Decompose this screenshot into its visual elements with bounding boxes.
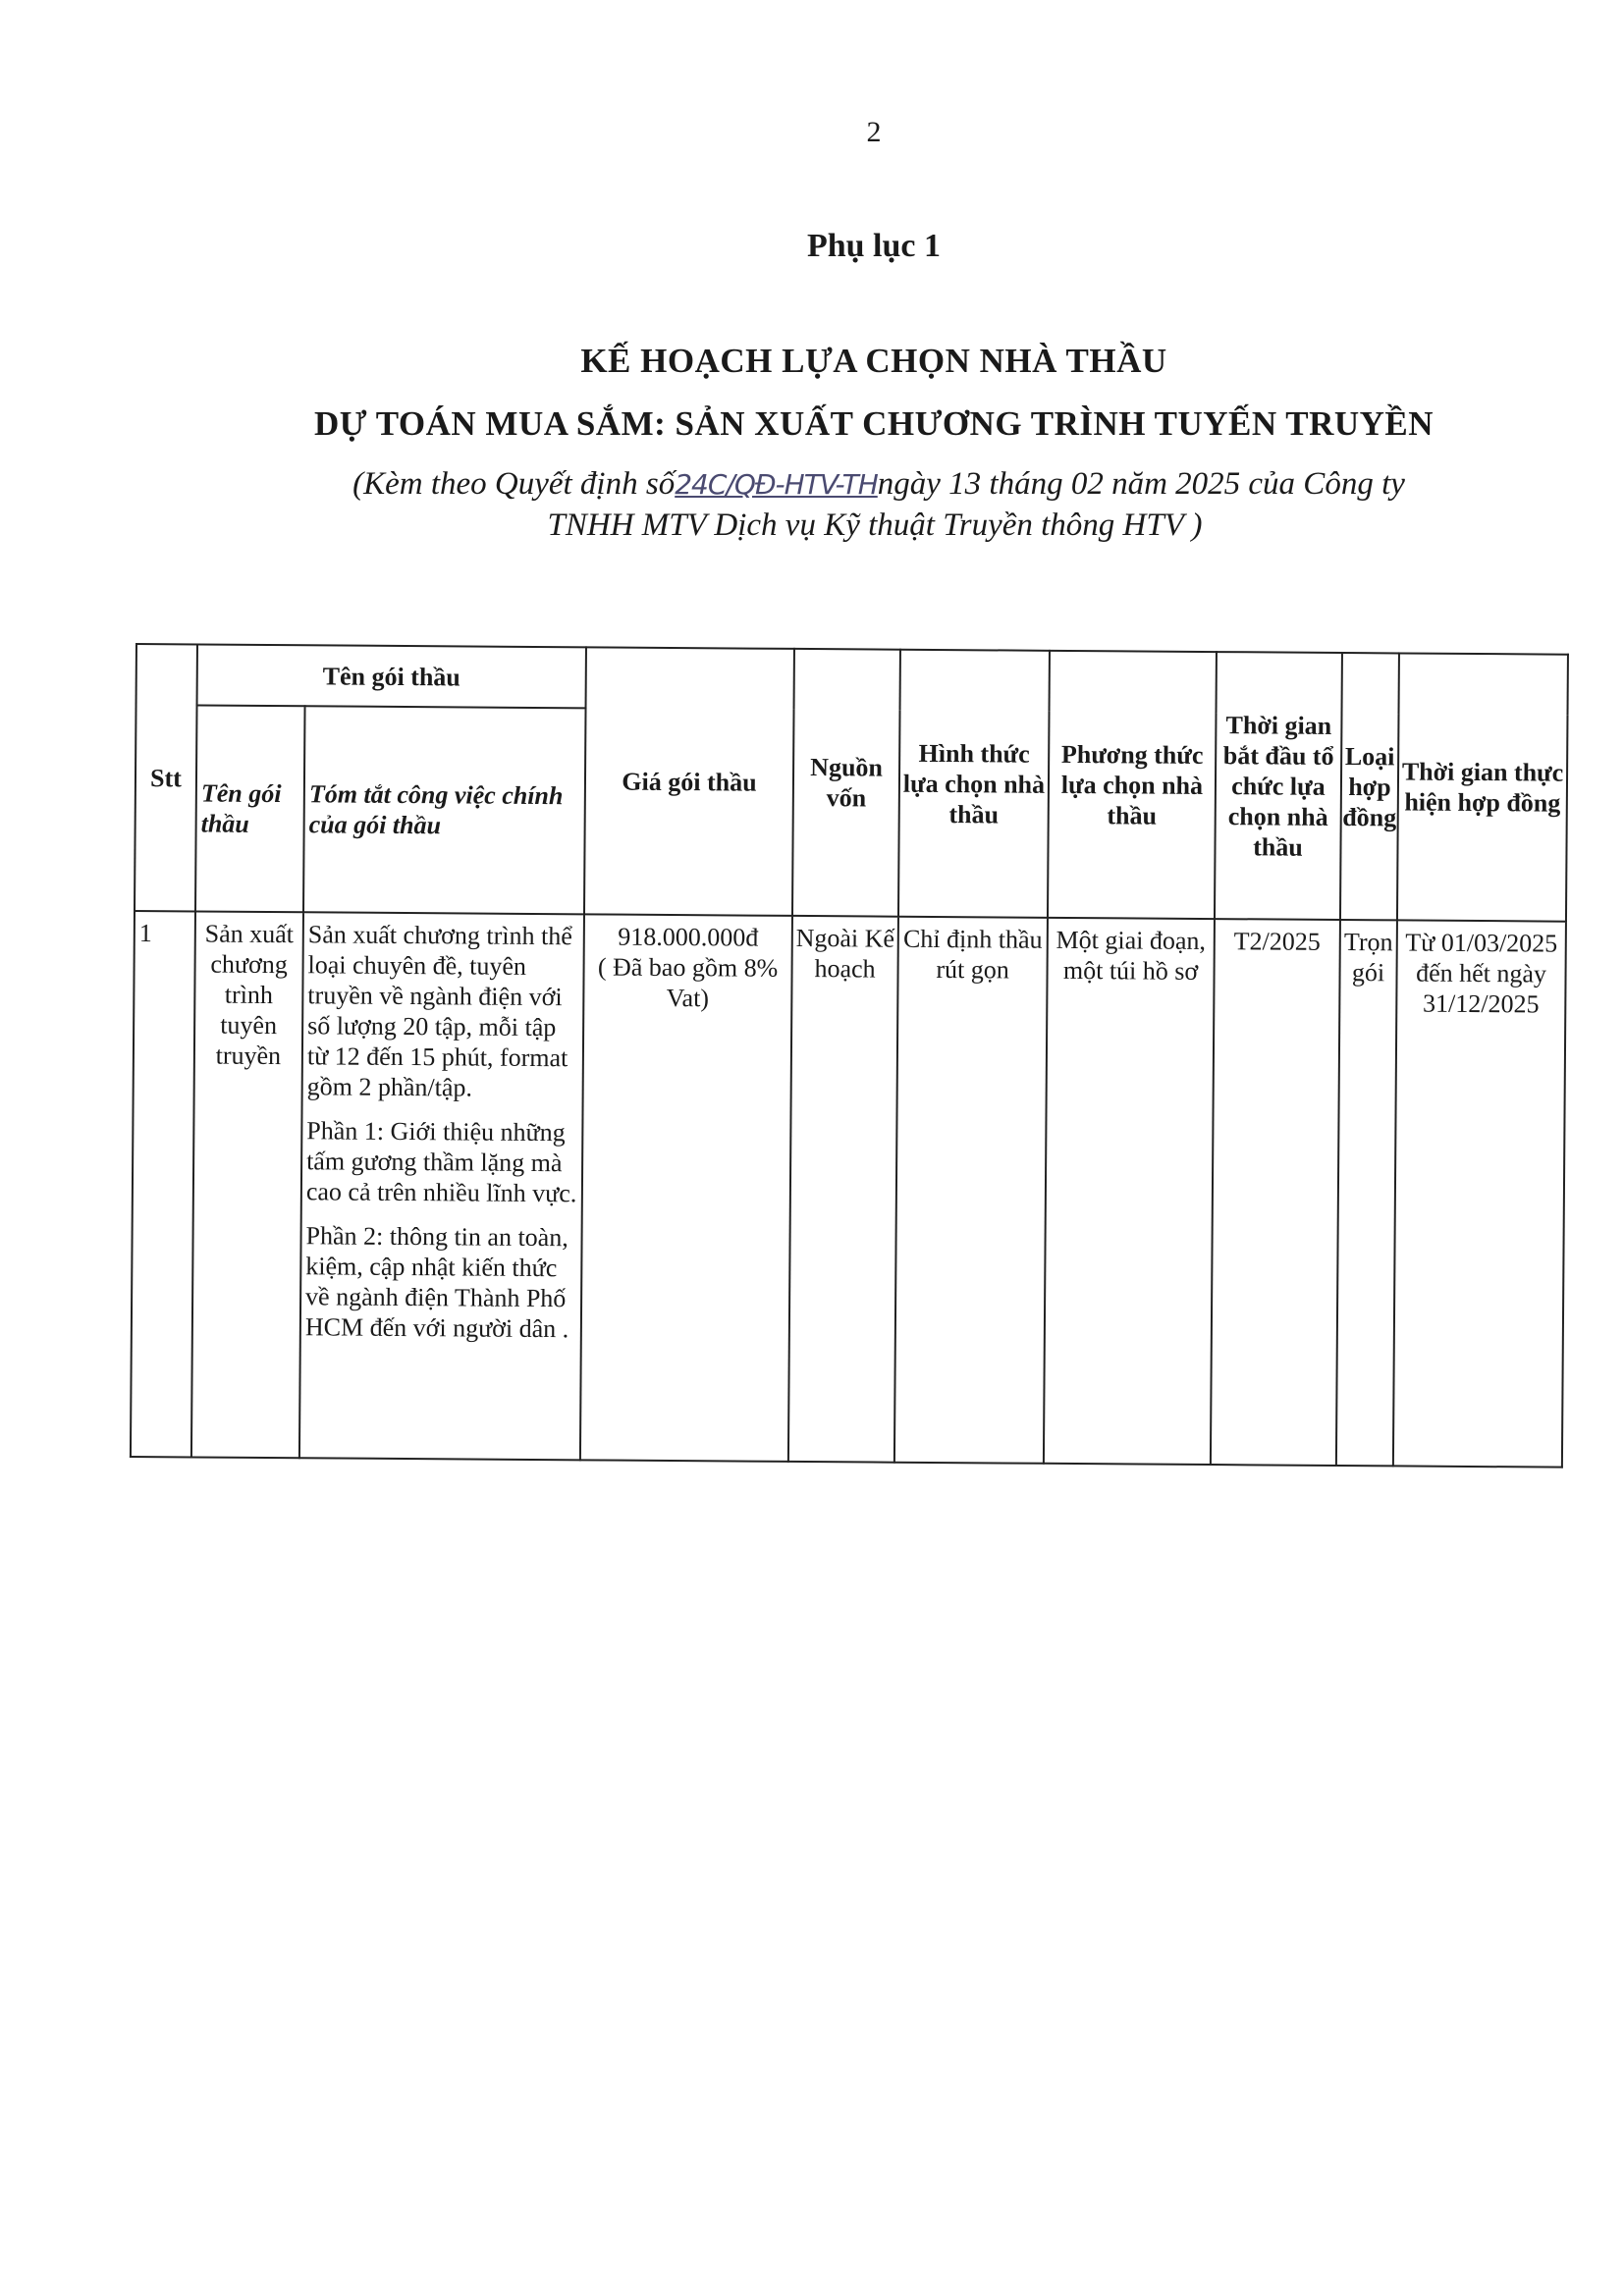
cell-selection-method: Một giai đoạn, một túi hồ sơ: [1044, 918, 1215, 1465]
header-summary: Tóm tắt công việc chính của gói thầu: [303, 706, 586, 914]
decision-number-handwritten: 24C/QĐ-HTV-TH: [675, 468, 878, 501]
cell-package-name: Sản xuất chương trình tuyên truyền: [191, 911, 303, 1458]
cell-summary: [299, 912, 584, 1460]
cell-selection-form: Chỉ định thầu rút gọn: [894, 917, 1048, 1464]
summary-paragraph: Sản xuất chương trình thể loại chuyên đề, tuyên truyền về ngành điện với số lượng 20 tập, mỗi tập từ 12 đến 15 phút, format gồm 2 phần/tập.: [306, 920, 572, 1102]
header-price: Giá gói thầu: [584, 647, 794, 916]
header-selection-method: Phương thức lựa chọn nhà thầu: [1048, 651, 1217, 919]
table-row: [131, 911, 1566, 1468]
header-stt: Stt: [135, 644, 197, 911]
attachment-suffix: ngày 13 tháng 02 năm 2025 của Công ty: [877, 466, 1405, 502]
attachment-line-2: TNHH MTV Dịch vụ Kỹ thuật Truyền thông HTV ): [547, 507, 1203, 543]
header-package-group: Tên gói thầu: [197, 644, 586, 708]
header-package-name: Tên gói thầu: [195, 705, 305, 912]
header-contract-type: Loại hợp đồng: [1340, 653, 1399, 920]
header-selection-form: Hình thức lựa chọn nhà thầu: [898, 650, 1050, 918]
contractor-selection-table: [130, 643, 1569, 1468]
header-start-time: Thời gian bắt đầu tổ chức lựa chọn nhà thầu: [1215, 652, 1342, 920]
summary-paragraph: Phần 2: thông tin an toàn, kiệm, cập nhật kiến thức về ngành điện Thành Phố HCM đến với người dân .: [304, 1221, 569, 1344]
attachment-line-1: [0, 466, 1624, 503]
cell-stt: 1: [131, 911, 195, 1457]
appendix-title: Phụ lục 1: [806, 228, 942, 264]
cell-start-time: T2/2025: [1211, 919, 1340, 1466]
attachment-prefix: (Kèm theo Quyết định số: [352, 466, 676, 502]
document-subtitle: DỰ TOÁN MUA SẮM: SẢN XUẤT CHƯƠNG TRÌNH TUYẾN TRUYỀN: [313, 404, 1435, 443]
cell-contract-type: Trọn gói: [1336, 920, 1397, 1466]
document-title: KẾ HOẠCH LỰA CHỌN NHÀ THẦU: [580, 342, 1167, 380]
summary-paragraph: Phần 1: Giới thiệu những tấm gương thầm lặng mà cao cả trên nhiều lĩnh vực.: [305, 1116, 577, 1208]
cell-duration: Từ 01/03/2025 đến hết ngày 31/12/2025: [1393, 920, 1566, 1467]
page-number: 2: [866, 116, 882, 148]
price-value: 918.000.000đ: [618, 922, 759, 952]
cell-fund: Ngoài Kế hoạch: [788, 916, 898, 1463]
price-note: ( Đã bao gồm 8% Vat): [597, 952, 779, 1013]
header-duration: Thời gian thực hiện hợp đồng: [1397, 653, 1568, 921]
table-header-row: [136, 644, 1568, 716]
header-fund: Nguồn vốn: [792, 649, 900, 917]
cell-price: [580, 914, 792, 1462]
